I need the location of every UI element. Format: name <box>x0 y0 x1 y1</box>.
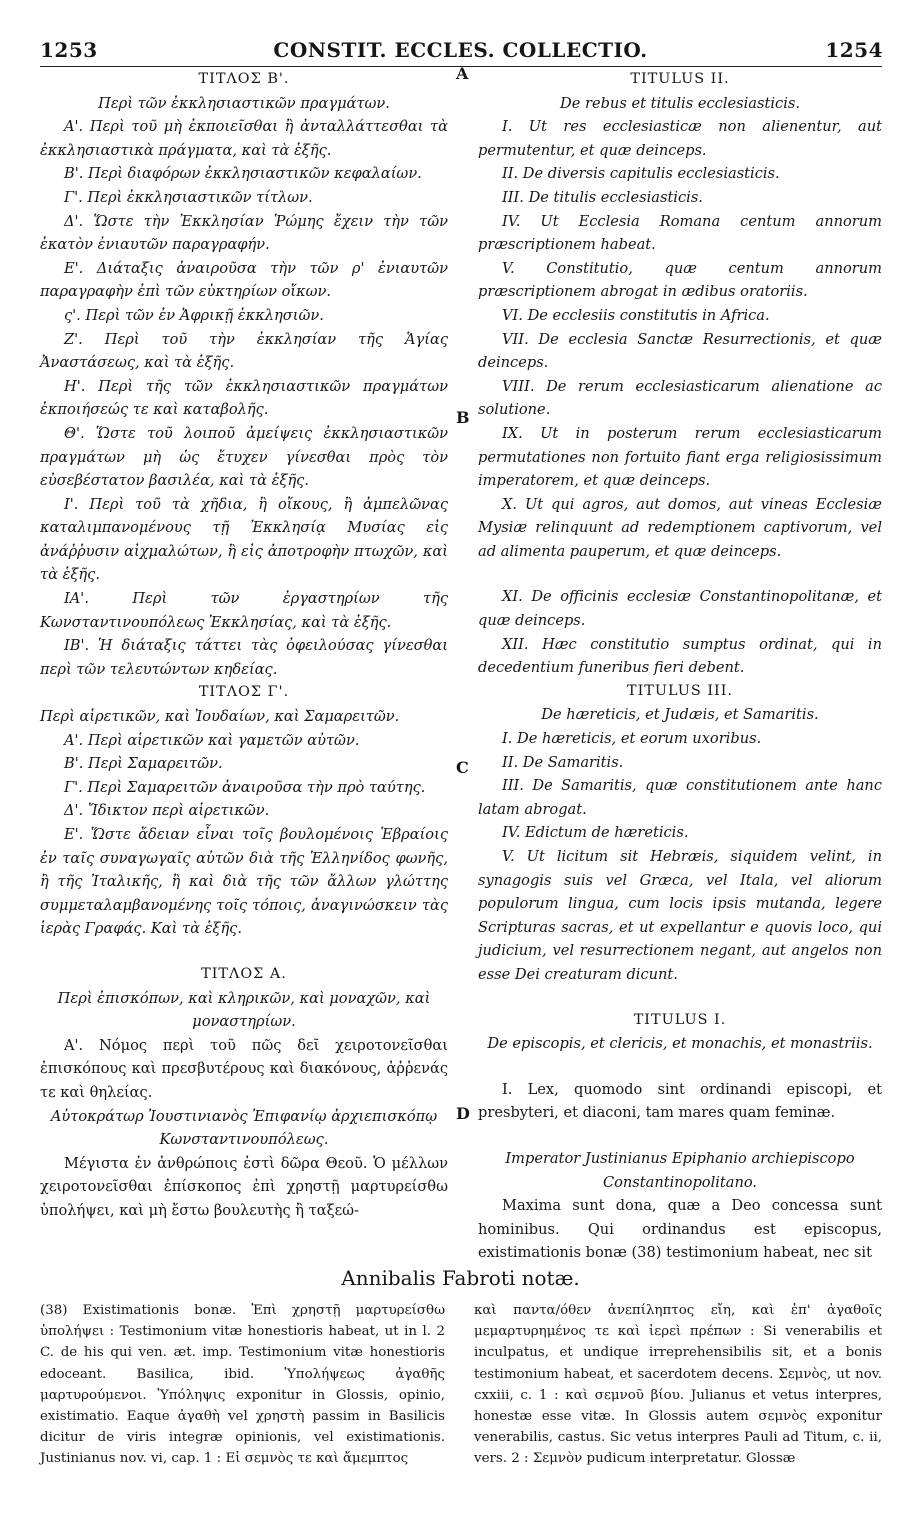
greek-paragraph: Η'. Περὶ τῆς τῶν ἐκκλησιαστικῶν πραγμάτων ἐκποιήσεώς τε καὶ καταβολῆς. <box>40 377 448 419</box>
latin-paragraph: II. De Samaritis. <box>502 753 624 771</box>
latin-paragraph: Maxima sunt dona, quæ a Deo concessa sunt hominibus. Qui ordinandus est episcopus, existimationis bonæ (38) testimonium habeat, nec sit <box>478 1197 882 1262</box>
latin-paragraph: V. Constitutio, quæ centum annorum præscriptionem abrogat in ædibus oratoriis. <box>478 259 882 301</box>
greek-paragraph: ΤΙΤΛΟΣ Β'. <box>198 71 290 87</box>
greek-paragraph: Ζ'. Περὶ τοῦ τὴν ἐκκλησίαν τῆς Ἁγίας Ἀναστάσεως, καὶ τὰ ἑξῆς. <box>40 330 448 372</box>
margin-letter-d: D <box>456 1104 470 1123</box>
latin-paragraph: IX. Ut in posterum rerum ecclesiasticarum permutationes non fortuito fiant erga religiosissimum imperatorem, et quæ deinceps. <box>478 424 882 490</box>
latin-paragraph: V. Ut licitum sit Hebræis, siquidem velint, in synagogis suis vel Græca, vel Itala, vel aliorum populorum lingua, cum locis ipsis mutanda, legere Scripturas sacras, et ut expellantur e quovis loco, qui judicium, vel resurrectionem negant, aut angelos non esse Dei creaturam dicunt. <box>478 848 882 983</box>
greek-paragraph <box>40 941 448 963</box>
greek-paragraph: Α'. Περὶ τοῦ μὴ ἐκποιεῖσθαι ἢ ἀνταλλάττεσθαι τὰ ἐκκλησιαστικὰ πράγματα, καὶ τὰ ἑξῆς. <box>40 118 448 159</box>
latin-paragraph <box>478 1125 882 1147</box>
right-page-number: 1254 <box>825 38 883 62</box>
latin-paragraph: De episcopis, et clericis, et monachis, et monastriis. <box>487 1035 873 1053</box>
greek-paragraph: Δ'. Ὥστε τὴν Ἐκκλησίαν Ῥώμης ἔχειν τὴν τῶν ἑκατὸν ἐνιαυτῶν παραγραφήν. <box>40 212 448 254</box>
greek-paragraph: Α'. Περὶ αἱρετικῶν καὶ γαμετῶν αὐτῶν. <box>64 731 360 749</box>
greek-paragraph: Περὶ ἐπισκόπων, καὶ κληρικῶν, καὶ μοναχῶν, καὶ μοναστηρίων. <box>57 989 431 1031</box>
note-38-start: (38) Existimationis bonæ. Ἐπὶ χρηστῇ μαρτυρείσθω ὑπολήψει : Testimonium vitæ honestioris habeat, ut in l. 2 C. de his qui ven. æt. imp. Testimonium vitæ honestioris edoceant. Basilica, ibid. Ὑπολήψεως ἀγαθῆς μαρτυρούμενοι. Ὑπόληψις exponitur in Glossis, opinio, existimatio. Eaque ἀγαθὴ vel χρηστὴ passim in Basilicis dicitur de viris integræ opinionis, vel existimationis. Justinianus nov. vi, cap. 1 : Εἰ σεμνὸς τε καὶ ἄμεμπτος <box>40 1303 445 1467</box>
margin-letter-a: A <box>456 64 469 83</box>
latin-paragraph <box>478 1056 882 1078</box>
greek-paragraph: Ι'. Περὶ τοῦ τὰ χῆδια, ἢ οἴκους, ἢ ἀμπελῶνας καταλιμπανομένους τῇ Ἐκκλησίᾳ Μυσίας εἰς ἀνάῤῥυσιν αἰχμαλώτων, ἢ εἰς ἀποτροφὴν πτωχῶν, καὶ τὰ ἑξῆς. <box>40 495 448 584</box>
greek-paragraph: ς'. Περὶ τῶν ἐν Ἀφρικῇ ἐκκλησιῶν. <box>64 306 324 324</box>
margin-letter-c: C <box>456 758 469 777</box>
latin-paragraph: IV. Ut Ecclesia Romana centum annorum præscriptionem habeat. <box>478 212 882 254</box>
note-38-continued: καὶ παντα/όθεν ἀνεπίληπτος εἴη, καὶ ἐπ' ἀγαθοῖς μεμαρτυρημένος τε καὶ ἱερεὶ πρέπων : Si venerabilis et inculpatus, et undique irreprehensibilis sit, et a bonis testimonium habeat, et sacerdotem decens. Σεμνὸς, ut nov. cxxiii, c. 1 : καὶ σεμνοῦ βίου. Julianus et vetus interpres, honestæ esse vitæ. In Glossis autem σεμνὸς exponitur venerabilis, castus. Sic vetus interpres Pauli ad Titum, c. ii, vers. 2 : Σεμνὸν pudicum interpretatur. Glossæ <box>474 1303 882 1467</box>
greek-paragraph: ΙΒ'. Ἡ διάταξις τάττει τὰς ὀφειλούσας γίνεσθαι περὶ τῶν τελευτώντων κηδείας. <box>40 637 448 678</box>
latin-paragraph: III. De titulis ecclesiasticis. <box>502 188 703 206</box>
greek-paragraph: Γ'. Περὶ ἐκκλησιαστικῶν τίτλων. <box>64 188 313 206</box>
notes-heading: Annibalis Fabroti notæ. <box>341 1266 580 1290</box>
latin-paragraph: TITULUS III. <box>627 682 733 699</box>
greek-paragraph: Β'. Περὶ Σαμαρειτῶν. <box>64 755 223 773</box>
latin-paragraph <box>478 563 882 585</box>
greek-paragraph: ΤΙΤΛΟΣ Α. <box>201 965 287 982</box>
notes-left-column <box>40 1300 445 1470</box>
latin-paragraph: I. Lex, quomodo sint ordinandi episcopi, et presbyteri, et diaconi, tam mares quam feminæ. <box>478 1080 882 1122</box>
latin-paragraph: III. De Samaritis, quæ constitutionem ante hanc latam abrogat. <box>478 777 882 818</box>
greek-paragraph: ΙΑ'. Περὶ τῶν ἐργαστηρίων τῆς Κωνσταντινουπόλεως Ἐκκλησίας, καὶ τὰ ἑξῆς. <box>40 590 448 631</box>
greek-paragraph: Μέγιστα ἐν ἀνθρώποις ἐστὶ δῶρα Θεοῦ. Ὁ μέλλων χειροτονεῖσθαι ἐπίσκοπος ἐπὶ χρηστῇ μαρτυρείσθω ὑπολήψει, καὶ μὴ ἔστω βουλευτὴς ἢ ταξεώ- <box>40 1154 448 1219</box>
latin-paragraph: TITULUS II. <box>630 71 730 87</box>
greek-paragraph: Περὶ αἱρετικῶν, καὶ Ἰουδαίων, καὶ Σαμαρειτῶν. <box>40 708 400 726</box>
greek-paragraph: Αὐτοκράτωρ Ἰουστινιανὸς Ἐπιφανίῳ ἀρχιεπισκόπῳ Κωνσταντινουπόλεως. <box>50 1107 438 1149</box>
latin-paragraph: VIII. De rerum ecclesiasticarum alienatione ac solutione. <box>478 377 882 419</box>
notes-right-column <box>474 1300 882 1470</box>
greek-paragraph: Θ'. Ὥστε τοῦ λοιποῦ ἀμείψεις ἐκκλησιαστικῶν πραγμάτων μὴ ὡς ἔτυχεν γίνεσθαι πρὸς τὸν εὐσεβέστατον βασιλέα, καὶ τὰ ἑξῆς. <box>40 424 448 490</box>
latin-paragraph: I. De hæreticis, et eorum uxoribus. <box>502 730 762 748</box>
margin-letter-b: B <box>456 408 470 427</box>
greek-paragraph: Β'. Περὶ διαφόρων ἐκκλησιαστικῶν κεφαλαίων. <box>64 165 422 183</box>
greek-paragraph: Ε'. Διάταξις ἀναιροῦσα τὴν τῶν ρ' ἐνιαυτῶν παραγραφὴν ἐπὶ τῶν εὐκτηρίων οἴκων. <box>40 259 448 301</box>
greek-column <box>40 68 448 1223</box>
latin-paragraph: Imperator Justinianus Epiphanio archiepiscopo Constantinopolitano. <box>505 1149 855 1191</box>
latin-paragraph: XI. De officinis ecclesiæ Constantinopolitanæ, et quæ deinceps. <box>478 588 882 630</box>
latin-paragraph: VI. De ecclesiis constitutis in Africa. <box>502 306 770 324</box>
latin-paragraph: VII. De ecclesia Sanctæ Resurrectionis, et quæ deinceps. <box>478 330 882 372</box>
left-page-number: 1253 <box>40 38 98 62</box>
latin-paragraph: De rebus et titulis ecclesiasticis. <box>560 94 800 112</box>
latin-paragraph: I. Ut res ecclesiasticæ non alienentur, aut permutentur, et quæ deinceps. <box>478 118 882 159</box>
greek-paragraph: ΤΙΤΛΟΣ Γ'. <box>198 684 290 701</box>
greek-paragraph: Γ'. Περὶ Σαμαρειτῶν ἀναιροῦσα τὴν πρὸ ταύτης. <box>64 778 426 796</box>
greek-paragraph: Περὶ τῶν ἐκκλησιαστικῶν πραγμάτων. <box>98 94 390 112</box>
greek-paragraph: Ε'. Ὥστε ἄδειαν εἶναι τοῖς βουλομένοις Ἑβραίοις ἐν ταῖς συναγωγαῖς αὐτῶν διὰ τῆς Ἑλληνίδος φωνῆς, ἢ τῆς Ἰταλικῆς, ἢ καὶ διὰ τῆς τῶν ἄλλων γλώττης συμμεταλαμβανομένης τοῖς τόποις, ἀναγινώσκειν τὰς ἱερὰς Γραφάς. Καὶ τὰ ἑξῆς. <box>40 826 448 938</box>
latin-column <box>478 68 882 1265</box>
latin-paragraph: IV. Edictum de hæreticis. <box>502 824 689 842</box>
latin-paragraph <box>478 987 882 1009</box>
greek-paragraph: Α'. Νόμος περὶ τοῦ πῶς δεῖ χειροτονεῖσθαι ἐπισκόπους καὶ πρεσβυτέρους καὶ διακόνους, ἀῤῥενάς τε καὶ θηλείας. <box>40 1036 448 1101</box>
latin-paragraph: XII. Hæc constitutio sumptus ordinat, qui in decedentium funeribus fieri debent. <box>478 635 882 677</box>
latin-paragraph: TITULUS I. <box>633 1011 727 1028</box>
latin-paragraph: De hæreticis, et Judæis, et Samaritis. <box>541 706 819 724</box>
greek-paragraph: Δ'. Ἴδικτον περὶ αἱρετικῶν. <box>64 802 270 820</box>
latin-paragraph: II. De diversis capitulis ecclesiasticis. <box>502 165 780 183</box>
running-title: CONSTIT. ECCLES. COLLECTIO. <box>273 38 648 62</box>
latin-paragraph: X. Ut qui agros, aut domos, aut vineas Ecclesiæ Mysiæ relinquunt ad redemptionem captivorum, vel ad alimenta pauperum, et quæ deinceps. <box>478 495 882 560</box>
